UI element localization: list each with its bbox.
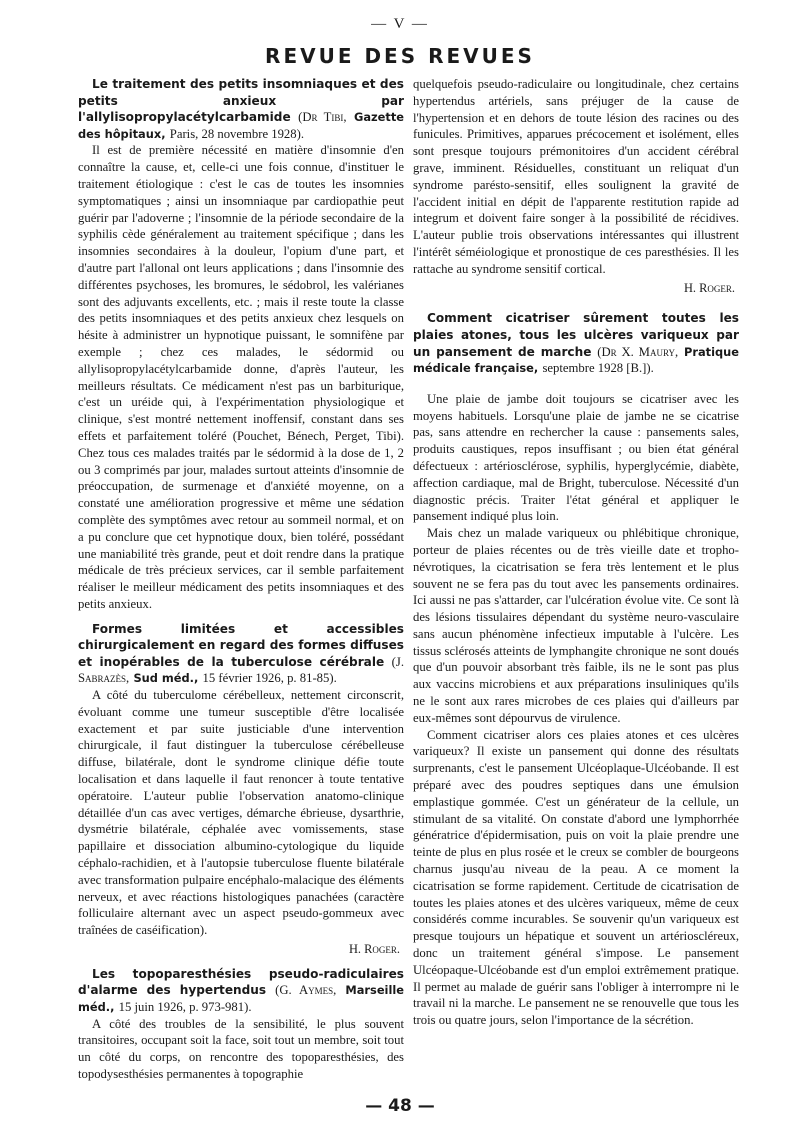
article-details: Paris, 28 novembre 1928). xyxy=(169,126,305,141)
article-author: (G. Aymes, xyxy=(275,983,337,998)
left-column xyxy=(78,76,404,1083)
article-journal: Pratique médicale française, xyxy=(413,344,739,376)
article-title-text: Comment cicatriser sûrement toutes les plaies atones, tous les ulcères variqueux par un pansement de marche xyxy=(413,311,739,359)
article-details: septembre 1928 [B.]). xyxy=(542,361,654,376)
article-author: (Dr X. Maury, xyxy=(597,344,679,359)
article-insomniaques xyxy=(78,76,404,613)
article-title xyxy=(78,966,404,1016)
article-title xyxy=(413,310,739,376)
article-title xyxy=(78,76,404,142)
article-author: (J. Sabrazès, xyxy=(78,654,405,686)
page-header: — V — xyxy=(371,16,429,32)
article-author: (Dr Tibi, xyxy=(298,110,347,125)
masthead-title: REVUE DES REVUES xyxy=(265,44,535,68)
article-body: A côté des troubles de la sensibilité, le plus souvent transitoires, occupant soit la face, soit tout un membre, soit tout un côté du corps, on rencontre des topoparesthésies, des topodysesthésies permanentes à topographie xyxy=(78,1016,404,1081)
article-journal: Sud méd., xyxy=(133,671,199,686)
article-signature: H. Roger. xyxy=(348,942,400,957)
article-title-text: Le traitement des petits insomniaques et des petits anxieux par l'allylisopropylacétylcarbamide xyxy=(78,77,404,125)
article-topoparesthesies-continued xyxy=(413,76,739,296)
article-signature: H. Roger. xyxy=(683,280,735,295)
page-number: — 48 — xyxy=(365,1096,435,1116)
right-column xyxy=(413,76,739,1029)
article-body: A côté du tuberculome cérébelleux, nettement circonscrit, évoluant comme une tumeur susceptible d'être localisée exactement et par suite justiciable d'une intervention chirurgicale, il faut distinguer la tuberculose cérébelleuse diffuse, bilatérale, dont le syndrome clinique défie toute localisation et dans laquelle il faut renoncer à toute tentative opératoire. L'auteur publie l'observation anatomo-clinique détaillée d'un cas avec vertiges, démarche ébrieuse, dysarthrie, dysmétrie bilatérale, céphalée avec vomissements, stase papillaire et dissociation albumino-cytologique du liquide céphalo-rachidien, et à l'autopsie tuberculose fluente bilatérale avec transformation pulpaire encéphalo-malacique des éléments nerveux, et avec réactions histologiques panachées (caractère folliculaire alternant avec un aspect pseudo-gommeux avec traînées de caséification). xyxy=(78,688,404,938)
article-details: 15 février 1926, p. 81-85). xyxy=(202,671,337,686)
article-body: Comment cicatriser alors ces plaies atones et ces ulcères variqueux? Il existe un pansement qui donne des résultats surprenants, c'est le pansement Ulcéoplaque-Ulcéobande. Il est préparé avec des poudres septiques dans une émulsion emplastique gommée. C'est un générateur de la cellule, un stimulant de sa vitalité. On constate d'abord une lymphorrhée génératrice d'épidermisation, puis on voit la plaie prendre une teinte de plus en plus rosée et le creux se combler de bourgeons charnus jusqu'au niveau de la peau. A ce moment la cicatrisation se forme rapidement. Certitude de cicatrisation de toutes les plaies atones et des ulcères variqueux, même de ceux considérés comme incurables. Se souvenir qu'un variqueux est presque toujours un hépatique et souvent un artérioscléreux, donc un traitement général s'impose. Le pansement Ulcéopaque-Ulcéobande est d'un emploi extrêmement pratique. Il permet au malade de guérir sans l'obliger à interrompre ni le travail ni la marche. Le pansement ne se renouvelle que tous les trois ou quatre jours, selon l'importance de la sécrétion. xyxy=(413,727,739,1028)
article-journal: Marseille méd., xyxy=(78,983,404,1014)
article-body: Il est de première nécessité en matière d'insomnie d'en connaître la cause, et, celle-ci une fois connue, d'instituer le traitement étiologique : c'est le cas de toutes les insomnies symptomatiques ; ainsi un insomniaque par cardiopathie peut guérir par l'adoverne ; l'insomnie de la période secondaire de la syphilis cède généralement au traitement spécifique ; dans les insomnies secondaires à la douleur, l'opium d'une part, et d'autre part l'allonal ont leurs applications ; dans l'insomnie des différentes psychoses, les bromures, le sédobrol, les valérianes sont des adjuvants excellents, etc. ; mais il reste toute la classe des petits insomniaques et des petits anxieux chez lesquels on hésite à administrer un hypnotique puissant, le somnifène par exemple ; chez ces malades, le sédormid ou allylisopropylacétylcarbamide donne, d'après l'auteur, les meilleurs résultats. Ce médicament n'est pas un barbiturique, c'est un uréide qui, à l'expérimentation physiologique et clinique, s'est montré nettement inoffensif, constant dans ses effets et parfaitement toléré (Pouchet, Bénech, Perget, Tibi). Chez tous ces malades traités par le sédormid à la dose de 1, 2 ou 3 comprimés par jour, malades surtout atteints d'insomnie de préoccupation, de surmenage et d'anxiété moyenne, on a constaté une amélioration progressive et même une sédation complète des symptômes avec retour au sommeil normal, et on a pu conclure que cet hypnotique doux, bien toléré, possédant une maniabilité très grande, peut et doit rendre dans la pratique médicale de très précieux services, car il semble parfaitement réaliser le meilleur médicament des petits insomniaques et des petits anxieux. xyxy=(78,143,404,611)
article-details: 15 juin 1926, p. 973-981). xyxy=(118,1000,252,1014)
article-journal: Gazette des hôpitaux, xyxy=(78,110,404,141)
article-body-continued: quelquefois pseudo-radiculaire ou longitudinale, chez certains hypertendus artériels, sans préjuger de la cause de l'hypertension et en dehors de toute lésion des racines ou des funicules. Primitives, apparues précocement et isolément, elles sont presque toujours prémonitoires d'un accident cérébral grave, imminent. Résiduelles, constituant un reliquat d'un syndrome parésto-sensitif, elles soulignent la gravité de l'accident initial en dépit de l'apparente restitution rapide ad integrum et doivent faire songer à la possibilité de récidives. L'auteur publie trois observations intéressantes qui illustrent l'intérêt séméiologique et pronostique de ces paresthésies. Il les rattache au syndrome sensitif cortical. xyxy=(413,77,739,276)
article-body: Une plaie de jambe doit toujours se cicatriser avec les moyens habituels. Lorsqu'une plaie de jambe ne se cicatrise pas, sans attendre en rechercher la cause : pansements sales, produits caustiques, repos insuffisant ; ou bien état général défectueux : artériosclérose, syphilis, hyperglycémie, diabète, affection cardiaque, mal de Bright, tuberculose. Nécessité d'un diagnostic précis. Traiter l'état général et appliquer le pansement indiqué plus loin. xyxy=(413,391,739,524)
article-tuberculose xyxy=(78,621,404,958)
article-title-text: Formes limitées et accessibles chirurgicalement en regard des formes diffuses et inopérables de la tuberculose cérébrale xyxy=(78,621,404,669)
article-body: Mais chez un malade variqueux ou phlébitique chronique, porteur de plaies récentes ou de très vieille date et tropho-névrotiques, la cicatrisation se fera très lentement et le plus souvent ne se fera pas du tout avec les pansements ordinaires. Ici aussi ne pas s'attarder, car l'ulcération évolue vite. Ce sont là des lésions tissulaires dépendant du système neuro-vasculaire sans aucun phénomène infectieux imputable à l'ulcère. Les tissus sclérosés atteints de lymphangite chronique ne sont doués que d'un pouvoir absorbant très faible, ils ne le sont pas plus aux vaccins microbiens et aux préparations insuliniques qu'ils ne le sont aux rares microbes de ces plaies qui d'ailleurs par eux-mêmes sont dépourvus de virulence. xyxy=(413,526,739,725)
article-title xyxy=(78,621,404,687)
article-plaies-atones xyxy=(413,310,739,1029)
article-title-text: Les topoparesthésies pseudo-radiculaires d'alarme des hypertendus xyxy=(78,966,404,998)
article-topoparesthesies xyxy=(78,966,404,1083)
